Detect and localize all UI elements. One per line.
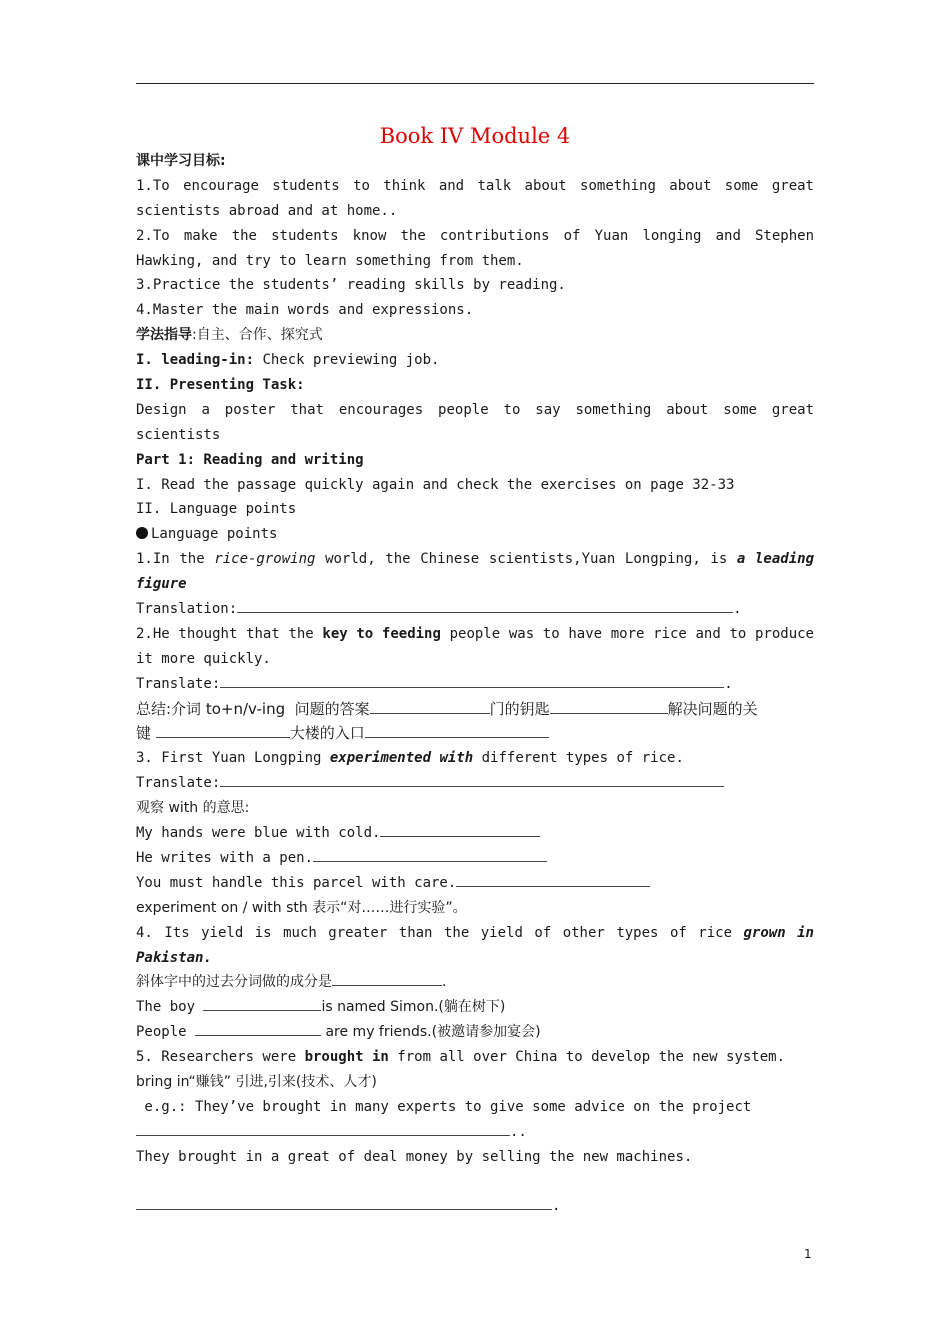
summary-text-4: 键 <box>136 724 156 743</box>
language-points-bullet <box>136 522 814 547</box>
point-4-text-a: 4. Its yield is much greater than the yield of other types of rice <box>136 924 744 941</box>
objective-4: 4.Master the main words and expressions. <box>136 302 474 319</box>
point-2-key-phrase: key to feeding <box>322 625 441 642</box>
answer-blank[interactable] <box>365 723 549 738</box>
translate-label: Translate: <box>136 775 221 792</box>
bullet-label: Language points <box>151 526 278 543</box>
point-5-line-1 <box>136 1045 814 1070</box>
study-method <box>136 323 814 348</box>
objective-2-line-2: Hawking, and try to learn something from them. <box>136 252 524 269</box>
point-3-example-3 <box>136 871 814 896</box>
point-4-example-1 <box>136 995 814 1020</box>
point-3-translation <box>136 771 814 796</box>
point-5-text-c: from all over China to develop the new system. <box>388 1049 786 1066</box>
point-2-summary-line-2 <box>136 721 814 746</box>
point-1-line-2: figure <box>136 576 187 593</box>
point-2-text-a: 2.He thought that the <box>136 625 323 642</box>
example-text: is named Simon.(躺在树下) <box>321 999 506 1016</box>
point-1-text-c: world, the Chinese scientists,Yuan Longping, is <box>315 551 737 568</box>
point-1-line-1 <box>136 547 814 572</box>
bullet-icon <box>136 527 148 539</box>
study-method-text: :自主、合作、探究式 <box>192 327 323 344</box>
point-5-example-2: They brought in a great of deal money by selling the new machines. <box>136 1148 693 1165</box>
summary-text-5: 大楼的入口 <box>289 724 365 743</box>
translate-label: Translate: <box>136 675 221 692</box>
answer-blank[interactable] <box>220 772 724 787</box>
point-3-text-c: different types of rice. <box>473 750 684 767</box>
point-3-example-1 <box>136 821 814 846</box>
point-3-line-1 <box>136 746 814 771</box>
period: . <box>724 675 733 692</box>
point-3-note: experiment on / with sth 表示“对……进行实验”。 <box>136 899 467 916</box>
objective-1-line-1: 1.To encourage students to think and talk about something about some great <box>136 177 814 194</box>
presenting-task-line-2: scientists <box>136 426 221 443</box>
point-3-example-2 <box>136 846 814 871</box>
summary-text-1: 总结:介词 to+n/v-ing 问题的答案 <box>136 699 370 718</box>
period: . <box>552 1198 561 1215</box>
point-5-example-1: e.g.: They’ve brought in many experts to give some advice on the project <box>136 1098 752 1115</box>
point-4-line-1 <box>136 921 814 946</box>
answer-blank[interactable] <box>156 723 290 738</box>
point-4-question <box>136 970 814 995</box>
page-title: Book IV Module 4 <box>379 124 571 148</box>
answer-blank[interactable] <box>380 822 540 837</box>
answer-blank[interactable] <box>136 1121 510 1136</box>
part1-item-2: II. Language points <box>136 501 297 518</box>
worksheet-body <box>136 149 814 1219</box>
presenting-task-heading: II. Presenting Task: <box>136 377 305 394</box>
point-1-italic: rice-growing <box>214 551 316 568</box>
point-3-text-a: 3. First Yuan Longping <box>136 750 330 767</box>
point-1-text-a: 1.In the <box>136 551 215 568</box>
answer-blank[interactable] <box>550 699 668 714</box>
leading-in <box>136 348 814 373</box>
objective-2-line-1: 2.To make the students know the contributions of Yuan longing and Stephen <box>136 227 814 244</box>
answer-blank[interactable] <box>136 1195 552 1210</box>
point-1-translation <box>136 597 814 622</box>
answer-blank[interactable] <box>370 699 490 714</box>
translation-label: Translation: <box>136 601 238 618</box>
point-5-blank-2 <box>136 1194 814 1219</box>
point-2-line-2: it more quickly. <box>136 650 271 667</box>
answer-blank[interactable] <box>332 971 442 986</box>
point-3-key-phrase: experimented with <box>329 750 474 767</box>
period: .. <box>510 1123 527 1140</box>
example-text: He writes with a pen. <box>136 849 314 866</box>
page-number: 1 <box>804 1247 812 1261</box>
header-rule <box>136 83 814 84</box>
leading-in-text: Check previewing job. <box>254 352 440 369</box>
question-text: 斜体字中的过去分词做的成分是 <box>136 974 332 991</box>
point-3-observe: 观察 with 的意思: <box>136 800 250 817</box>
period: . <box>733 601 742 618</box>
summary-text-3: 解决问题的关 <box>667 699 758 718</box>
point-2-summary-line-1 <box>136 697 814 722</box>
example-text: are my friends.(被邀请参加宴会) <box>321 1024 541 1041</box>
part1-heading: Part 1: Reading and writing <box>136 451 364 468</box>
summary-text-2: 门的钥匙 <box>489 699 550 718</box>
leading-in-label: I. leading-in: <box>136 352 255 369</box>
example-text: You must handle this parcel with care. <box>136 874 457 891</box>
point-5-meaning: bring in“赚钱” 引进,引来(技术、人才) <box>136 1073 377 1090</box>
answer-blank[interactable] <box>456 872 650 887</box>
point-4-line-2: Pakistan. <box>136 949 212 966</box>
example-text: People <box>136 1024 196 1041</box>
point-2-line-1 <box>136 622 814 647</box>
answer-blank[interactable] <box>237 598 733 613</box>
point-4-key-phrase: grown in <box>743 924 814 941</box>
point-5-key-phrase: brought in <box>304 1049 389 1066</box>
study-method-label: 学法指导 <box>136 327 192 344</box>
objectives-heading: 课中学习目标: <box>136 153 226 169</box>
point-2-text-c: people was to have more rice and to produce <box>440 625 814 642</box>
answer-blank[interactable] <box>195 1021 321 1036</box>
answer-blank[interactable] <box>313 847 547 862</box>
part1-item-1: I. Read the passage quickly again and check the exercises on page 32-33 <box>136 476 735 493</box>
objective-3: 3.Practice the students’ reading skills by reading. <box>136 277 566 294</box>
point-1-key-phrase: a leading <box>736 551 814 568</box>
example-text: My hands were blue with cold. <box>136 825 381 842</box>
period: . <box>442 974 447 991</box>
answer-blank[interactable] <box>220 673 724 688</box>
point-5-blank-1 <box>136 1120 814 1145</box>
point-5-text-a: 5. Researchers were <box>136 1049 305 1066</box>
example-text: The boy <box>136 999 204 1016</box>
point-2-translation <box>136 672 814 697</box>
point-4-example-2 <box>136 1020 814 1045</box>
objective-1-line-2: scientists abroad and at home.. <box>136 202 398 219</box>
answer-blank[interactable] <box>203 996 321 1011</box>
presenting-task-line-1: Design a poster that encourages people to say something about some great <box>136 401 814 418</box>
